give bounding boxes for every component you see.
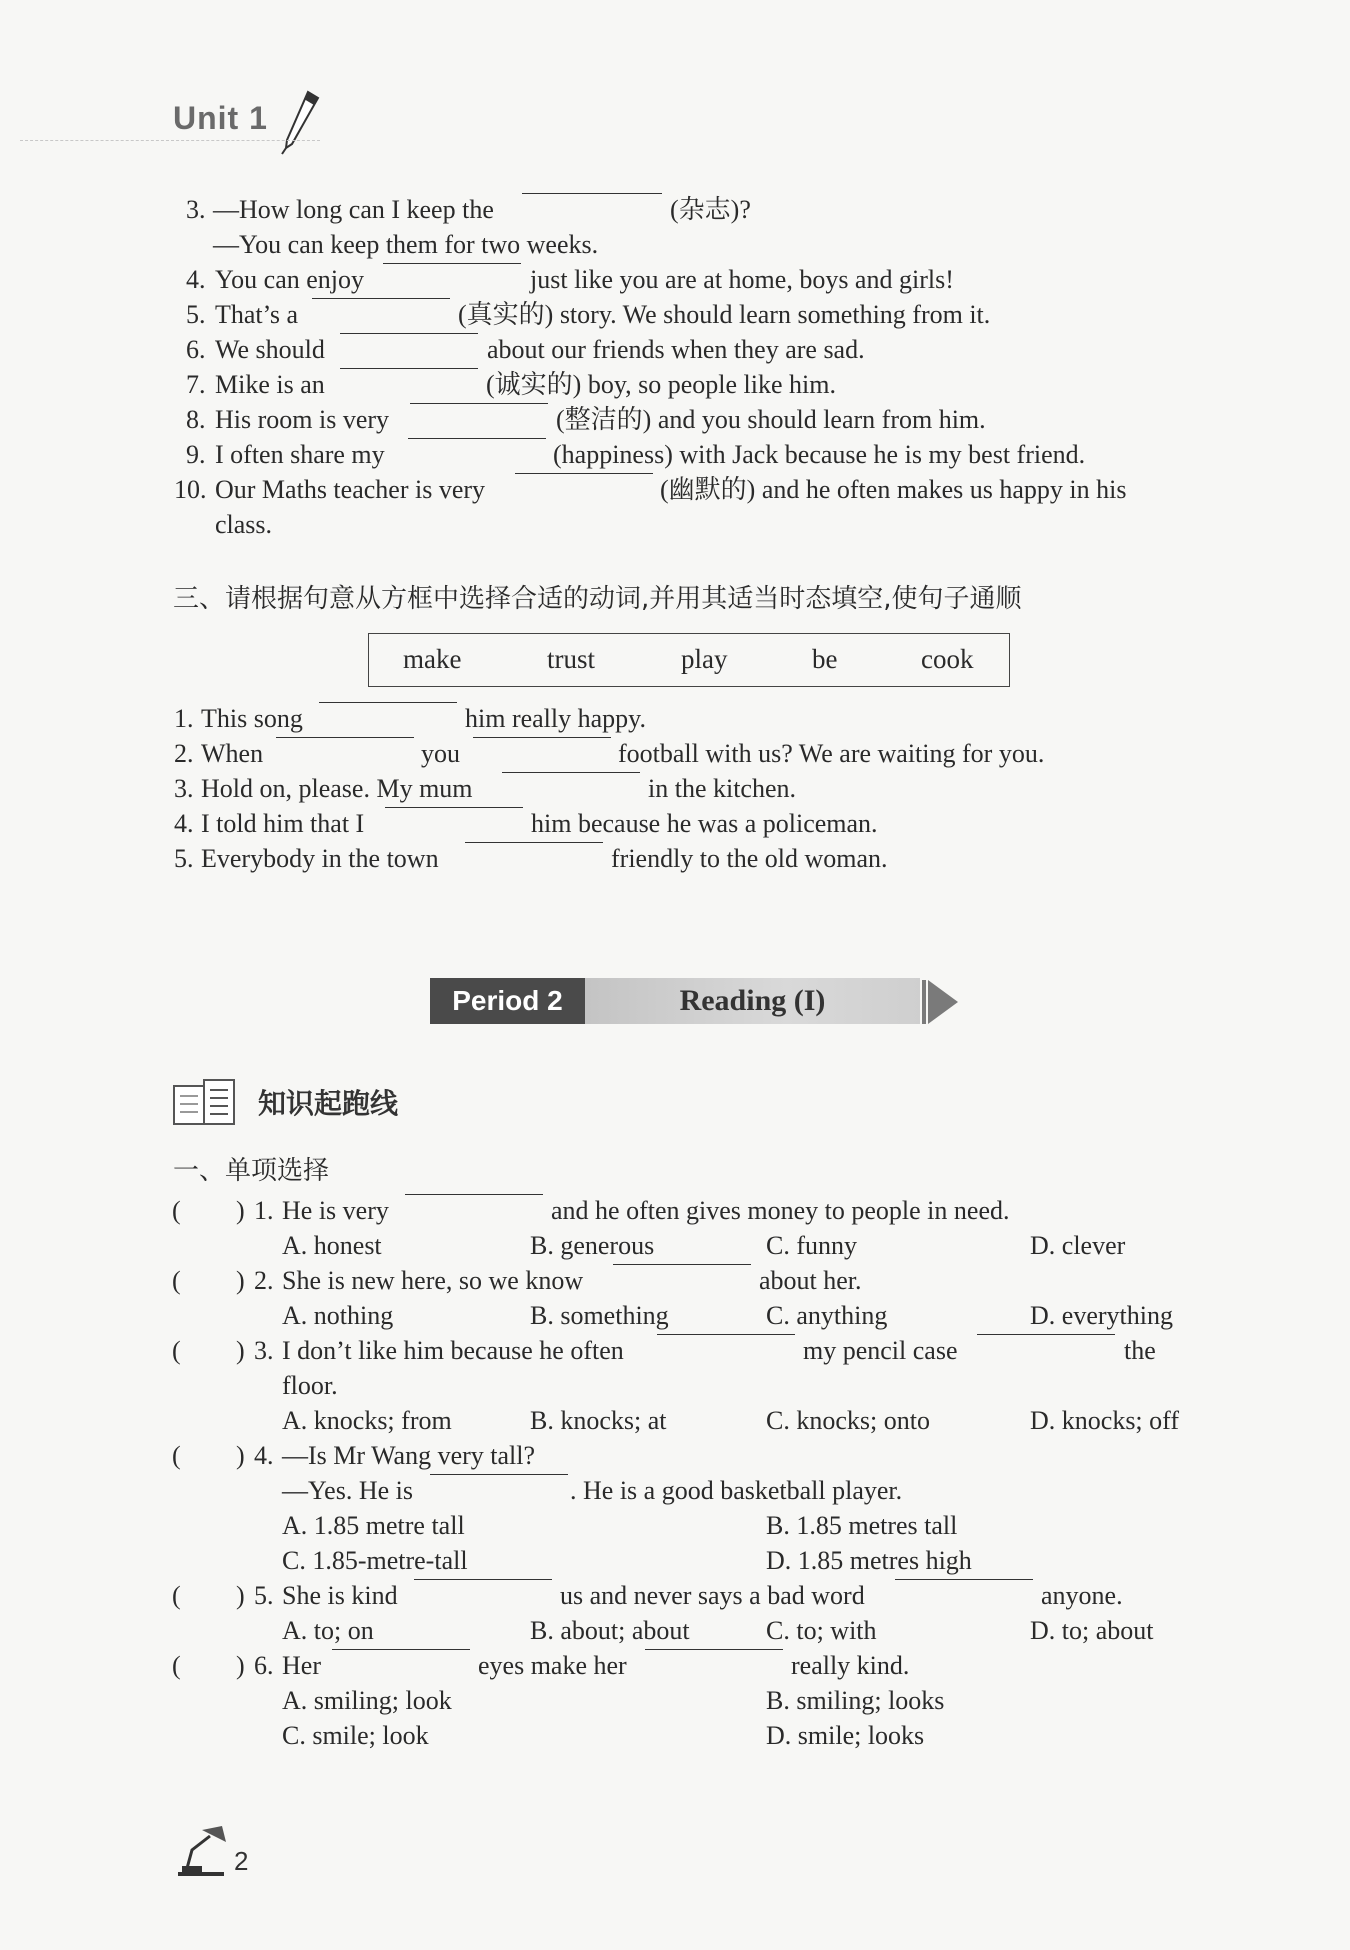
item-text: —You can keep them for two weeks.	[213, 230, 599, 259]
item-text: in the kitchen.	[648, 774, 797, 803]
answer-blank[interactable]	[414, 1579, 552, 1580]
item-number: 3.	[174, 774, 194, 803]
item-text: I don’t like him because he often	[282, 1336, 624, 1365]
option-a[interactable]: A. 1.85 metre tall	[282, 1511, 465, 1540]
option-c[interactable]: C. to; with	[766, 1616, 877, 1645]
page-number: 2	[234, 1846, 249, 1876]
word-play: play	[681, 644, 728, 674]
item-text: really kind.	[791, 1651, 910, 1680]
item-text: (happiness) with Jack because he is my best friend.	[553, 440, 1086, 469]
option-a[interactable]: A. to; on	[282, 1616, 374, 1645]
knowledge-title: 知识起跑线	[258, 1087, 399, 1120]
option-c[interactable]: C. anything	[766, 1301, 888, 1330]
answer-blank[interactable]	[408, 438, 546, 439]
answer-blank[interactable]	[522, 193, 662, 194]
item-number: 6.	[254, 1651, 274, 1680]
option-d[interactable]: D. smile; looks	[766, 1721, 925, 1750]
item-number: 5.	[174, 844, 194, 873]
item-text: I told him that I	[201, 809, 365, 838]
item-text: him really happy.	[465, 704, 646, 733]
option-a[interactable]: A. honest	[282, 1231, 382, 1260]
answer-blank[interactable]	[312, 298, 450, 299]
option-d[interactable]: D. 1.85 metres high	[766, 1546, 972, 1575]
answer-blank[interactable]	[657, 1334, 795, 1335]
item-text: football with us? We are waiting for you.	[618, 739, 1045, 768]
option-d[interactable]: D. to; about	[1030, 1616, 1154, 1645]
answer-paren-close: )	[236, 1651, 245, 1680]
answer-paren-open[interactable]: (	[172, 1196, 181, 1225]
answer-paren-open[interactable]: (	[172, 1441, 181, 1470]
item-text: This song	[201, 704, 303, 733]
period-banner	[430, 978, 960, 1026]
option-a[interactable]: A. nothing	[282, 1301, 394, 1330]
answer-blank[interactable]	[405, 1194, 543, 1195]
answer-blank[interactable]	[319, 702, 457, 703]
item-text: Our Maths teacher is very	[215, 475, 486, 504]
option-c[interactable]: C. 1.85-metre-tall	[282, 1546, 468, 1575]
option-a[interactable]: A. smiling; look	[282, 1686, 452, 1715]
option-b[interactable]: B. generous	[530, 1231, 655, 1260]
option-c[interactable]: C. smile; look	[282, 1721, 429, 1750]
item-number: 1.	[254, 1196, 274, 1225]
item-text: floor.	[282, 1371, 338, 1400]
answer-blank[interactable]	[385, 807, 523, 808]
answer-blank[interactable]	[383, 263, 521, 264]
option-b[interactable]: B. knocks; at	[530, 1406, 667, 1435]
item-text: anyone.	[1041, 1581, 1123, 1610]
item-number: 3.	[254, 1336, 274, 1365]
item-text: about our friends when they are sad.	[487, 335, 865, 364]
item-number: 5.	[186, 300, 206, 329]
item-text: him because he was a policeman.	[531, 809, 878, 838]
item-text: us and never says a bad word	[560, 1581, 865, 1610]
item-number: 2.	[254, 1266, 274, 1295]
item-text: Everybody in the town	[201, 844, 439, 873]
answer-paren-open[interactable]: (	[172, 1581, 181, 1610]
item-text: (诚实的) boy, so people like him.	[486, 370, 836, 399]
item-number: 3.	[186, 195, 206, 224]
item-number: 4.	[174, 809, 194, 838]
item-number: 6.	[186, 335, 206, 364]
answer-blank[interactable]	[645, 1649, 783, 1650]
item-text: When	[201, 739, 264, 768]
answer-blank[interactable]	[276, 737, 414, 738]
answer-blank[interactable]	[332, 1649, 470, 1650]
item-text: Her	[282, 1651, 321, 1680]
item-number: 5.	[254, 1581, 274, 1610]
item-number: 2.	[174, 739, 194, 768]
desk-lamp-icon	[172, 1822, 230, 1878]
item-text: —Yes. He is	[282, 1476, 413, 1505]
answer-blank[interactable]	[473, 737, 611, 738]
item-text: Hold on, please. My mum	[201, 774, 473, 803]
answer-paren-close: )	[236, 1196, 245, 1225]
header-rule	[20, 140, 320, 141]
item-text: —How long can I keep the	[213, 195, 494, 224]
option-b[interactable]: B. smiling; looks	[766, 1686, 945, 1715]
option-c[interactable]: C. funny	[766, 1231, 857, 1260]
item-text: eyes make her	[478, 1651, 627, 1680]
item-number: 8.	[186, 405, 206, 434]
option-b[interactable]: B. something	[530, 1301, 669, 1330]
answer-blank[interactable]	[465, 842, 603, 843]
option-c[interactable]: C. knocks; onto	[766, 1406, 930, 1435]
item-text: —Is Mr Wang very tall?	[282, 1441, 536, 1470]
item-number: 9.	[186, 440, 206, 469]
answer-paren-open[interactable]: (	[172, 1266, 181, 1295]
item-text: class.	[215, 510, 273, 539]
item-number: 7.	[186, 370, 206, 399]
item-text: He is very	[282, 1196, 389, 1225]
word-trust: trust	[547, 644, 596, 674]
option-d[interactable]: D. clever	[1030, 1231, 1126, 1260]
item-text: She is kind	[282, 1581, 398, 1610]
book-icon	[172, 1078, 238, 1128]
answer-blank[interactable]	[613, 1264, 751, 1265]
item-hint: (杂志)?	[670, 195, 751, 224]
answer-blank[interactable]	[410, 403, 548, 404]
banner-arrow-icon	[928, 980, 958, 1024]
item-text: my pencil case	[803, 1336, 958, 1365]
item-text: just like you are at home, boys and girls!	[530, 265, 954, 294]
word-cook: cook	[921, 644, 974, 674]
item-text: I often share my	[215, 440, 385, 469]
item-text: That’s a	[215, 300, 299, 329]
answer-blank[interactable]	[977, 1334, 1115, 1335]
answer-paren-close: )	[236, 1441, 245, 1470]
item-text: (幽默的) and he often makes us happy in his	[660, 475, 1127, 504]
section-1-title: 一、单项选择	[173, 1156, 330, 1186]
item-text: You can enjoy	[215, 265, 365, 294]
word-be: be	[812, 644, 838, 674]
answer-paren-close: )	[236, 1581, 245, 1610]
option-d[interactable]: D. knocks; off	[1030, 1406, 1180, 1435]
item-text: We should	[215, 335, 325, 364]
item-text: . He is a good basketball player.	[570, 1476, 903, 1505]
answer-paren-close: )	[236, 1336, 245, 1365]
item-text: about her.	[759, 1266, 862, 1295]
item-number: 4.	[254, 1441, 274, 1470]
item-text: the	[1124, 1336, 1156, 1365]
pen-icon	[278, 88, 324, 156]
item-text: friendly to the old woman.	[611, 844, 888, 873]
item-text: She is new here, so we know	[282, 1266, 584, 1295]
item-text: and he often gives money to people in need.	[551, 1196, 1010, 1225]
item-number: 1.	[174, 704, 194, 733]
word-box	[368, 633, 1010, 687]
word-make: make	[403, 644, 462, 674]
period-title: Reading (I)	[585, 978, 920, 1024]
section-3-title: 三、请根据句意从方框中选择合适的动词,并用其适当时态填空,使句子通顺	[173, 584, 1022, 614]
banner-arrow-bar	[922, 980, 926, 1024]
item-text: Mike is an	[215, 370, 325, 399]
answer-blank[interactable]	[340, 333, 478, 334]
option-a[interactable]: A. knocks; from	[282, 1406, 452, 1435]
option-b[interactable]: B. about; about	[530, 1616, 690, 1645]
period-label: Period 2	[430, 978, 585, 1024]
option-b[interactable]: B. 1.85 metres tall	[766, 1511, 958, 1540]
option-d[interactable]: D. everything	[1030, 1301, 1173, 1330]
item-text: (真实的) story. We should learn something from it.	[458, 300, 991, 329]
answer-blank[interactable]	[895, 1579, 1033, 1580]
answer-paren-open[interactable]: (	[172, 1336, 181, 1365]
item-text: His room is very	[215, 405, 390, 434]
answer-paren-close: )	[236, 1266, 245, 1295]
item-number: 10.	[174, 475, 207, 504]
unit-heading: Unit 1	[173, 100, 268, 136]
answer-blank[interactable]	[340, 368, 478, 369]
item-text: you	[421, 739, 460, 768]
answer-blank[interactable]	[502, 772, 640, 773]
answer-paren-open[interactable]: (	[172, 1651, 181, 1680]
item-number: 4.	[186, 265, 206, 294]
answer-blank[interactable]	[430, 1474, 568, 1475]
answer-blank[interactable]	[515, 473, 653, 474]
item-text: (整洁的) and you should learn from him.	[556, 405, 986, 434]
